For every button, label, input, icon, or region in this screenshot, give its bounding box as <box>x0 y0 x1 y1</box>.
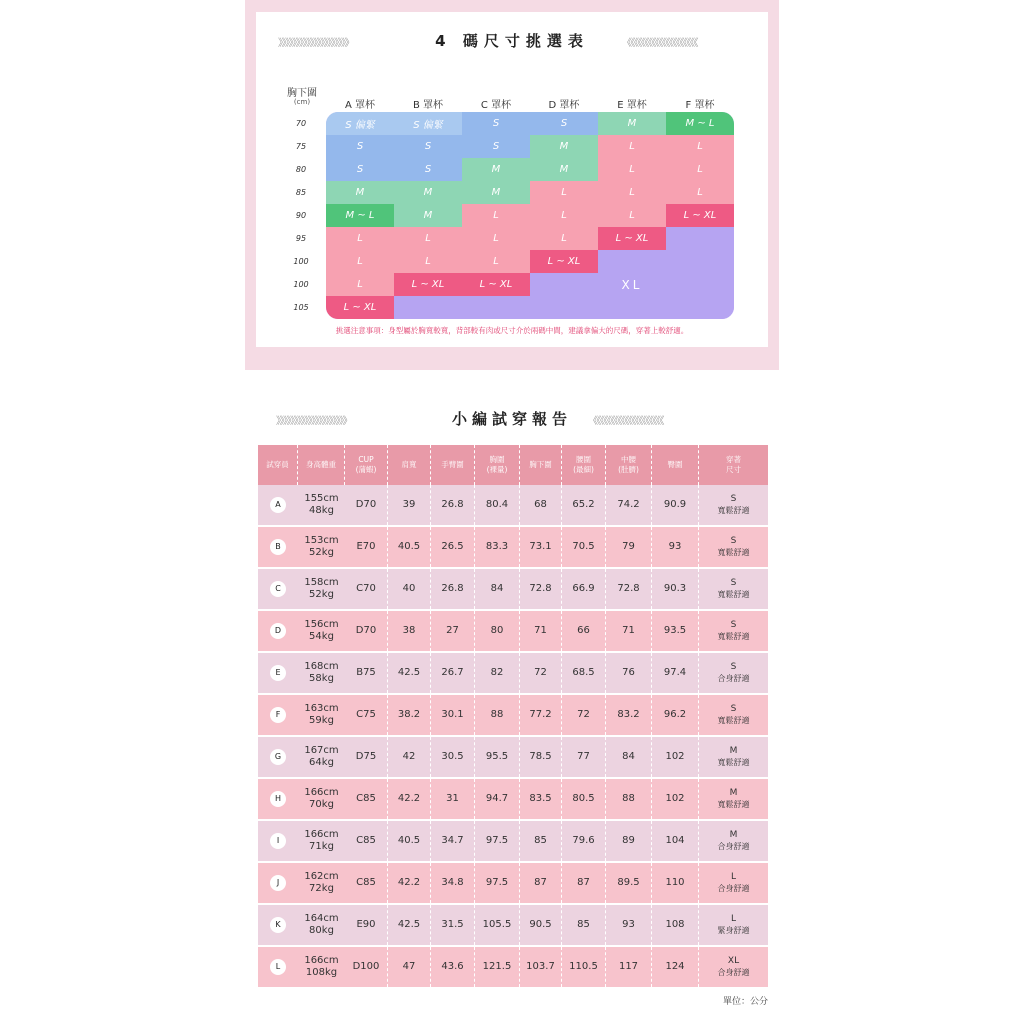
cell-hw: 168cm 58kg <box>304 661 339 684</box>
size-chart-card <box>256 12 768 347</box>
size-cell: L <box>462 204 530 227</box>
cell-underbust: 68 <box>520 485 562 525</box>
table-row <box>258 485 768 527</box>
table-column-header: 胸下圍 <box>520 445 562 485</box>
cell-fit <box>699 611 768 651</box>
cell-midwaist: 84 <box>606 737 652 777</box>
cell-hip: 104 <box>652 821 699 861</box>
cell-waist: 72 <box>562 695 606 735</box>
size-cell: L <box>598 135 666 158</box>
cell-fit <box>699 737 768 777</box>
cell-fit <box>699 905 768 945</box>
cell-hw: 166cm 70kg <box>304 787 339 810</box>
cell-hip: 93 <box>652 527 699 567</box>
size-cell: S 偏緊 <box>326 112 394 135</box>
table-column-header: 身高體重 <box>298 445 345 485</box>
underbust-row-label: 80 <box>295 165 307 174</box>
table-column-header: 中腰 (肚臍) <box>606 445 652 485</box>
cell-underbust: 83.5 <box>520 779 562 819</box>
size-cell: M ~ L <box>666 112 734 135</box>
size-selection-note: 挑選注意事項：身型屬於胸寬較寬，背部較有肉或尺寸介於兩碼中間，建議拿偏大的尺碼，穿著上較舒適。 <box>335 326 689 335</box>
fit-comment: 寬鬆舒適 <box>717 716 750 725</box>
size-grid <box>326 112 734 319</box>
table-row <box>258 569 768 611</box>
cell-hip: 102 <box>652 779 699 819</box>
cell-fit <box>699 947 768 987</box>
cell-underbust: 87 <box>520 863 562 903</box>
table-row <box>258 863 768 905</box>
table-column-header: 肩寬 <box>388 445 431 485</box>
cell-shoulder: 47 <box>388 947 431 987</box>
size-cell: S 偏緊 <box>394 112 462 135</box>
tester-id-cell <box>258 779 298 819</box>
cell-fit <box>699 569 768 609</box>
underbust-row-label: 100 <box>293 257 309 266</box>
cell-cup: B75 <box>345 653 388 693</box>
chevron-right-decoration: 》》》》》》》》》》》》》》》》》》》》 <box>278 38 353 49</box>
tester-id-cell <box>258 527 298 567</box>
size-cell: M <box>394 181 462 204</box>
fit-size: S <box>730 704 737 714</box>
cell-cup: D70 <box>345 485 388 525</box>
cell-waist: 66.9 <box>562 569 606 609</box>
table-row <box>258 653 768 695</box>
cell-waist: 110.5 <box>562 947 606 987</box>
size-cell: M <box>530 158 598 181</box>
cell-bust: 97.5 <box>475 863 520 903</box>
cell-bust: 80 <box>475 611 520 651</box>
fit-size: S <box>730 536 737 546</box>
tester-id-cell <box>258 863 298 903</box>
cell-waist: 79.6 <box>562 821 606 861</box>
cell-cup: C85 <box>345 863 388 903</box>
fit-comment: 寬鬆舒適 <box>717 548 750 557</box>
cell-shoulder: 42 <box>388 737 431 777</box>
cell-hip: 90.9 <box>652 485 699 525</box>
table-column-header: 腰圍 (最細) <box>562 445 606 485</box>
cell-underbust: 77.2 <box>520 695 562 735</box>
cell-midwaist: 117 <box>606 947 652 987</box>
cell-underbust: 78.5 <box>520 737 562 777</box>
size-cell: L <box>530 181 598 204</box>
tester-id-badge: K <box>270 917 286 933</box>
size-cell: L <box>326 227 394 250</box>
unit-note: 單位：公分 <box>722 997 768 1007</box>
cell-midwaist: 89 <box>606 821 652 861</box>
size-cell: S <box>326 135 394 158</box>
tester-id-cell <box>258 653 298 693</box>
cell-hw: 163cm 59kg <box>304 703 339 726</box>
cell-hw: 153cm 52kg <box>304 535 339 558</box>
cell-midwaist: 74.2 <box>606 485 652 525</box>
fit-size: S <box>730 494 737 504</box>
table-column-header: 穿著 尺寸 <box>726 455 741 474</box>
underbust-row-label: 95 <box>295 234 307 243</box>
cup-header: F 罩杯 <box>685 100 715 111</box>
cell-hw: 158cm 52kg <box>304 577 339 600</box>
cell-hip: 108 <box>652 905 699 945</box>
tester-id-badge: B <box>270 539 286 555</box>
size-cell: S <box>530 112 598 135</box>
cup-header: B 罩杯 <box>412 100 444 111</box>
cell-hw: 167cm 64kg <box>304 745 339 768</box>
fit-size: M <box>729 746 738 756</box>
cell-hip: 96.2 <box>652 695 699 735</box>
tester-id-cell <box>258 569 298 609</box>
table-column-header: 手臂圍 <box>431 445 475 485</box>
cell-waist: 87 <box>562 863 606 903</box>
cell-shoulder: 42.5 <box>388 653 431 693</box>
cell-arm: 34.8 <box>431 863 475 903</box>
try-on-table <box>258 445 768 989</box>
table-header <box>258 445 768 485</box>
chevron-left-decoration: 《《《《《《《《《《《《《《《《《《《《 <box>622 38 697 49</box>
table-column-header: 試穿員 <box>258 445 298 485</box>
tester-id-cell <box>258 821 298 861</box>
cell-waist: 85 <box>562 905 606 945</box>
table-row <box>258 947 768 989</box>
size-cell: L <box>326 250 394 273</box>
cell-bust: 82 <box>475 653 520 693</box>
cell-hw: 164cm 80kg <box>304 913 339 936</box>
underbust-row-label: 70 <box>295 119 307 128</box>
cup-header: A 罩杯 <box>344 100 376 111</box>
cell-bust: 88 <box>475 695 520 735</box>
table-row <box>258 611 768 653</box>
cell-hw: 166cm 108kg <box>304 955 339 978</box>
size-cell: L <box>666 158 734 181</box>
cell-arm: 26.8 <box>431 569 475 609</box>
cup-header: D 罩杯 <box>548 100 580 111</box>
tester-id-cell <box>258 695 298 735</box>
size-cell: S <box>326 158 394 181</box>
cup-header: C 罩杯 <box>480 100 512 111</box>
cell-waist: 66 <box>562 611 606 651</box>
cell-underbust: 72 <box>520 653 562 693</box>
cell-arm: 34.7 <box>431 821 475 861</box>
cell-hip: 110 <box>652 863 699 903</box>
size-cell: L <box>598 181 666 204</box>
cell-cup: D75 <box>345 737 388 777</box>
cell-fit <box>699 485 768 525</box>
cell-waist: 80.5 <box>562 779 606 819</box>
table-row <box>258 695 768 737</box>
underbust-row-label: 90 <box>295 211 307 220</box>
cell-bust: 95.5 <box>475 737 520 777</box>
cell-midwaist: 76 <box>606 653 652 693</box>
tester-id-badge: G <box>270 749 286 765</box>
cell-waist: 68.5 <box>562 653 606 693</box>
report-header <box>276 408 748 428</box>
cell-bust: 94.7 <box>475 779 520 819</box>
size-cell: L <box>326 273 394 296</box>
size-cell: L <box>394 250 462 273</box>
fit-comment: 寬鬆舒適 <box>717 632 750 641</box>
cell-midwaist: 79 <box>606 527 652 567</box>
size-cell: L ~ XL <box>394 273 462 296</box>
tester-id-cell <box>258 905 298 945</box>
cell-midwaist: 88 <box>606 779 652 819</box>
size-cell: L <box>394 227 462 250</box>
fit-comment: 緊身舒適 <box>717 926 750 935</box>
cell-arm: 26.8 <box>431 485 475 525</box>
table-row <box>258 737 768 779</box>
cell-shoulder: 42.2 <box>388 863 431 903</box>
size-cell: S <box>394 158 462 181</box>
tester-id-badge: I <box>270 833 286 849</box>
cell-cup: C85 <box>345 821 388 861</box>
table-column-header: CUP (蒲蝦) <box>345 445 388 485</box>
size-cell: L ~ XL <box>530 250 598 273</box>
size-cell: L ~ XL <box>666 204 734 227</box>
tester-id-badge: H <box>270 791 286 807</box>
cell-underbust: 85 <box>520 821 562 861</box>
cell-bust: 105.5 <box>475 905 520 945</box>
cell-hip: 102 <box>652 737 699 777</box>
cell-hw: 155cm 48kg <box>304 493 339 516</box>
cell-shoulder: 42.2 <box>388 779 431 819</box>
tester-id-badge: L <box>270 959 286 975</box>
cell-fit <box>699 695 768 735</box>
size-cell-xl: XL <box>530 250 734 319</box>
cell-hw: 156cm 54kg <box>304 619 339 642</box>
cell-bust: 97.5 <box>475 821 520 861</box>
cell-cup: E70 <box>345 527 388 567</box>
fit-comment: 寬鬆舒適 <box>717 800 750 809</box>
fit-comment: 合身舒適 <box>717 968 750 977</box>
report-title: 小編試穿報告 <box>451 410 572 428</box>
cell-underbust: 103.7 <box>520 947 562 987</box>
fit-comment: 寬鬆舒適 <box>717 590 750 599</box>
tester-id-cell <box>258 737 298 777</box>
table-column-header: 胸圍 (裸量) <box>475 445 520 485</box>
cell-cup: C85 <box>345 779 388 819</box>
underbust-row-label: 85 <box>295 188 307 197</box>
tester-id-badge: E <box>270 665 286 681</box>
cell-shoulder: 38 <box>388 611 431 651</box>
chevron-right-decoration: 》》》》》》》》》》》》》》》》》》》》 <box>276 416 351 427</box>
underbust-row-label: 105 <box>293 303 309 312</box>
cell-arm: 31 <box>431 779 475 819</box>
size-cell: L <box>598 204 666 227</box>
fit-size: S <box>730 578 737 588</box>
cell-underbust: 71 <box>520 611 562 651</box>
cell-arm: 27 <box>431 611 475 651</box>
cell-arm: 26.7 <box>431 653 475 693</box>
cell-midwaist: 89.5 <box>606 863 652 903</box>
cell-hip: 90.3 <box>652 569 699 609</box>
cell-cup: D70 <box>345 611 388 651</box>
size-cell: M <box>462 181 530 204</box>
size-cell: L <box>530 204 598 227</box>
size-cell: S <box>462 135 530 158</box>
underbust-row-label: 100 <box>293 280 309 289</box>
cell-cup: C70 <box>345 569 388 609</box>
tester-id-badge: F <box>270 707 286 723</box>
cell-bust: 80.4 <box>475 485 520 525</box>
cell-cup: C75 <box>345 695 388 735</box>
size-cell: M ~ L <box>326 204 394 227</box>
fit-comment: 合身舒適 <box>717 674 750 683</box>
cell-bust: 84 <box>475 569 520 609</box>
table-row <box>258 821 768 863</box>
cell-bust: 83.3 <box>475 527 520 567</box>
cell-bust: 121.5 <box>475 947 520 987</box>
size-cell: M <box>530 135 598 158</box>
unit-cm-label: (cm) <box>293 98 311 106</box>
size-cell: S <box>462 112 530 135</box>
tester-id-cell <box>258 947 298 987</box>
cell-hip: 97.4 <box>652 653 699 693</box>
cell-underbust: 72.8 <box>520 569 562 609</box>
tester-id-badge: C <box>270 581 286 597</box>
fit-comment: 寬鬆舒適 <box>717 758 750 767</box>
fit-size: L <box>730 914 736 924</box>
size-cell: M <box>598 112 666 135</box>
tester-id-badge: D <box>270 623 286 639</box>
size-chart-header <box>256 30 768 54</box>
cell-fit <box>699 653 768 693</box>
cell-fit <box>699 863 768 903</box>
size-cell: L <box>666 181 734 204</box>
cell-arm: 30.5 <box>431 737 475 777</box>
fit-size: S <box>730 620 737 630</box>
cell-hip: 124 <box>652 947 699 987</box>
size-cell: S <box>394 135 462 158</box>
cell-hip: 93.5 <box>652 611 699 651</box>
size-cell: L <box>530 227 598 250</box>
size-cell: L ~ XL <box>326 296 394 319</box>
size-cell: M <box>326 181 394 204</box>
tester-id-cell <box>258 611 298 651</box>
cell-hw: 162cm 72kg <box>304 871 339 894</box>
cell-midwaist: 71 <box>606 611 652 651</box>
cell-arm: 31.5 <box>431 905 475 945</box>
size-chart-panel <box>245 0 779 370</box>
cell-midwaist: 83.2 <box>606 695 652 735</box>
fit-size: M <box>729 830 738 840</box>
cell-hw: 166cm 71kg <box>304 829 339 852</box>
fit-size: M <box>729 788 738 798</box>
cell-shoulder: 40.5 <box>388 821 431 861</box>
size-cell: L <box>462 250 530 273</box>
cell-fit <box>699 779 768 819</box>
tester-id-badge: J <box>270 875 286 891</box>
chevron-left-decoration: 《《《《《《《《《《《《《《《《《《《《 <box>588 416 663 427</box>
table-column-header: 臀圍 <box>652 445 699 485</box>
underbust-row-label: 75 <box>295 142 307 151</box>
cell-fit <box>699 527 768 567</box>
cell-underbust: 90.5 <box>520 905 562 945</box>
table-row <box>258 527 768 569</box>
cell-waist: 77 <box>562 737 606 777</box>
cell-shoulder: 42.5 <box>388 905 431 945</box>
size-cell: M <box>462 158 530 181</box>
table-row <box>258 905 768 947</box>
size-cell: L <box>598 158 666 181</box>
fit-comment: 合身舒適 <box>717 884 750 893</box>
size-cell: L <box>666 135 734 158</box>
size-cell: L <box>462 227 530 250</box>
cell-shoulder: 38.2 <box>388 695 431 735</box>
cell-shoulder: 39 <box>388 485 431 525</box>
size-cell: M <box>394 204 462 227</box>
size-cell: L ~ XL <box>598 227 666 250</box>
cell-waist: 70.5 <box>562 527 606 567</box>
table-body <box>258 485 768 989</box>
cell-cup: D100 <box>345 947 388 987</box>
fit-size: L <box>730 872 736 882</box>
cell-arm: 26.5 <box>431 527 475 567</box>
fit-comment: 寬鬆舒適 <box>717 506 750 515</box>
cell-underbust: 73.1 <box>520 527 562 567</box>
fit-size: S <box>730 662 737 672</box>
underbust-label: 胸下圍 <box>287 88 317 99</box>
cell-cup: E90 <box>345 905 388 945</box>
cell-arm: 30.1 <box>431 695 475 735</box>
cup-header: E 罩杯 <box>617 100 647 111</box>
size-cell: L ~ XL <box>462 273 530 296</box>
tester-id-badge: A <box>270 497 286 513</box>
cell-arm: 43.6 <box>431 947 475 987</box>
cell-midwaist: 72.8 <box>606 569 652 609</box>
cell-shoulder: 40.5 <box>388 527 431 567</box>
cell-waist: 65.2 <box>562 485 606 525</box>
fit-size: XL <box>727 956 740 966</box>
cell-shoulder: 40 <box>388 569 431 609</box>
size-chart-title: 4 碼尺寸挑選表 <box>435 32 589 50</box>
cell-fit <box>699 821 768 861</box>
fit-comment: 合身舒適 <box>717 842 750 851</box>
table-row <box>258 779 768 821</box>
cell-midwaist: 93 <box>606 905 652 945</box>
tester-id-cell <box>258 485 298 525</box>
